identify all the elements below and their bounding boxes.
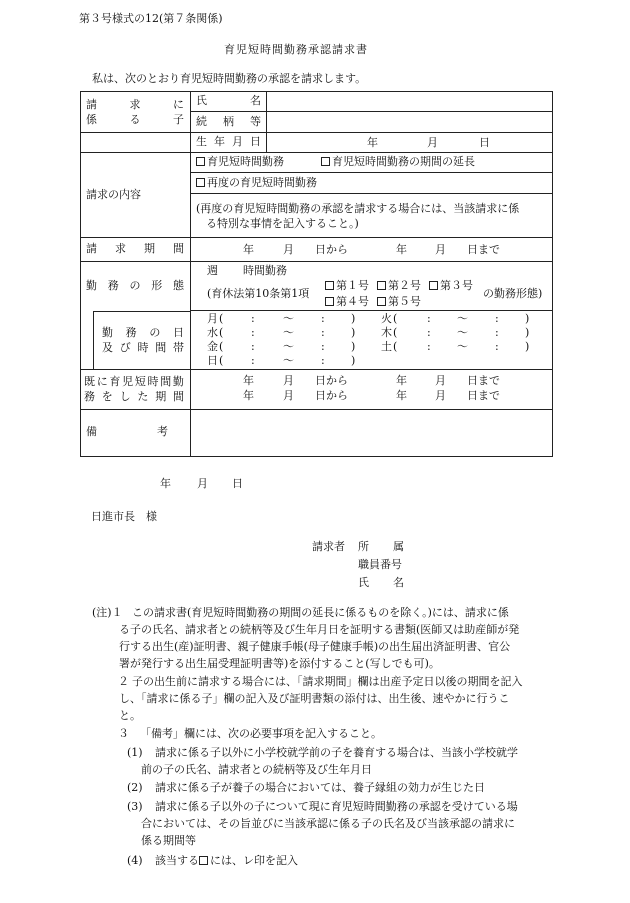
child-relation-field[interactable] (267, 112, 553, 133)
period-label-cell: 請 求 期 間 (81, 238, 191, 262)
check-new-option[interactable]: 育児短時間勤務 (196, 155, 284, 168)
name-label-cell: 氏 名 (191, 92, 267, 112)
work-form-field[interactable]: 週 時間勤務 (育休法第10条第1項 第１号 第２号 第３号 第４号 第５号 の勤務形態) (191, 262, 553, 311)
past-period-field[interactable]: 年 月 日から 年 月 日まで 年 月 日から 年 月 日まで (191, 369, 553, 409)
child-label-line2: 係 る 子 (86, 113, 184, 126)
option-2[interactable]: 第２号 (377, 279, 421, 294)
option-1[interactable]: 第１号 (325, 279, 369, 294)
requester-name-label: 氏 名 (358, 576, 404, 589)
checkbox-icon (199, 856, 208, 865)
form-page: 第３号様式の12(第７条関係) 育児短時間勤務承認請求書 私は、次のとおり育児短時間勤務の承認を請求します。 請 求 に 係 る 子 氏 名 続 柄 等 生 年 月 日 年 月 日 請求の内容 育児短時間勤務 育児短時間勤務の期間の延長 再度の育児短時間勤務 (再度の育児短時間勤務の承認を請求する場合には、当該請求に係 る特別な事情を記入すること。) 請 求 期 間 年 月 日から 年 月 日まで 勤 務 の 形 態 週 時間勤務 (育休法第10条第1項 第１号 第２号 第３号 第４号 第５号 の勤務形態) 勤 務 の 日 及 び 時 間 帯 月 ( : ～ : ) 火 ( : ～ : ) 水 ( : ～ : ) 木 ( : ～ : ) 金 ( : ～ : ) 土 ( : ～ : ) 日 ( : ～ : ) 既 に 育 児 短 時 間 勤 務 を し た 期 間 年 月 日から 年 月 日まで 年 月 日から 年 月 日まで 備 考 年 月 日 日進市長 様 請求者 所 属 職員番号 氏 名 (注)１ この請求書(育児短時間勤務の期間の延長に係るものを除く。)には、請求に係 る子の氏名、請求者との続柄等及び生年月日を証明する書類(医師又は助産師が発 行する出生(産)証明書、親子健康手帳(母子健康手帳)の出生届出済証明書、官公 署が発行する出生届受理証明書等)を添付すること(写しでも可)。 ２ 子の出生前に請求する場合には、「請求期間」欄は出産予定日以後の期間を記入 し、「請求に係る子」欄の記入及び証明書類の添付は、出生後、速やかに行うこ と。 ３ 「備考」欄には、次の必要事項を記入すること。 (1) 請求に係る子以外に小学校就学前の子を養育する場合は、当該小学校就学 前の子の氏名、請求者との続柄等及び生年月日 (2) 請求に係る子が養子の場合においては、養子縁組の効力が生じた日 (3) 請求に係る子以外の子について現に育児短時間勤務の承認を受けている場 合においては、その旨並びに当該承認に係る子の氏名及び当該承認の請求に 係る期間等 (4) 該当する には、レ印を記入 (0, 0, 630, 903)
remarks-field[interactable] (191, 409, 553, 456)
content-options-row1 (191, 153, 553, 173)
option-4[interactable]: 第４号 (325, 295, 369, 310)
form-number: 第３号様式の12(第７条関係) (79, 12, 223, 25)
date-year: 年 (160, 477, 171, 490)
requester-staffno-label: 職員番号 (358, 558, 402, 571)
days-times-field[interactable]: 月 ( : ～ : ) 火 ( : ～ : ) 水 ( : ～ : ) 木 ( : ～ : ) 金 ( : ～ : ) 土 ( : ～ : ) 日 ( : ～ : ) (191, 311, 553, 370)
child-birthdate-field[interactable]: 年 月 日 (267, 133, 553, 153)
checkbox-icon[interactable] (325, 297, 334, 306)
note-s4-line: 該当する には、レ印を記入 (155, 854, 298, 867)
checkbox-icon[interactable] (321, 157, 330, 166)
request-table (80, 91, 553, 457)
relation-label-cell: 続 柄 等 (191, 112, 267, 133)
again-note-cell[interactable]: (再度の育児短時間勤務の承認を請求する場合には、当該請求に係 る特別な事情を記入すること。) (191, 194, 553, 238)
days-label-outer (81, 311, 191, 370)
checkbox-icon[interactable] (429, 281, 438, 290)
checkbox-icon[interactable] (377, 281, 386, 290)
checkbox-icon[interactable] (196, 157, 205, 166)
birth-row-blank (81, 133, 191, 153)
check-extend-option[interactable]: 育児短時間勤務の期間の延長 (321, 155, 475, 168)
period-field[interactable]: 年 月 日から 年 月 日まで (191, 238, 553, 262)
child-label-line1: 請 求 に (86, 98, 184, 111)
option-3[interactable]: 第３号 (429, 279, 473, 294)
child-name-field[interactable] (267, 92, 553, 112)
checkbox-icon[interactable] (196, 178, 205, 187)
date-day: 日 (232, 477, 243, 490)
option-5[interactable]: 第５号 (377, 295, 421, 310)
checkbox-icon[interactable] (377, 297, 386, 306)
date-month: 月 (197, 477, 208, 490)
requester-label: 請求者 (312, 540, 345, 553)
content-label-cell: 請求の内容 (81, 153, 191, 238)
checkbox-icon[interactable] (325, 281, 334, 290)
form-title: 育児短時間勤務承認請求書 (224, 43, 368, 56)
intro-text: 私は、次のとおり育児短時間勤務の承認を請求します。 (92, 72, 367, 85)
check-again-option[interactable]: 再度の育児短時間勤務 (196, 176, 317, 189)
child-label-cell (81, 92, 191, 133)
work-form-label-cell: 勤 務 の 形 態 (81, 262, 191, 311)
addressee: 日進市長 様 (91, 510, 157, 523)
remarks-label-cell: 備 考 (81, 409, 191, 456)
birth-label-cell: 生 年 月 日 (191, 133, 267, 153)
content-options-row2 (191, 173, 553, 194)
days-label-cell: 勤 務 の 日 及 び 時 間 帯 (93, 311, 190, 369)
past-period-label-cell: 既 に 育 児 短 時 間 勤 務 を し た 期 間 (81, 369, 191, 409)
requester-dept-label: 所 属 (358, 540, 404, 553)
